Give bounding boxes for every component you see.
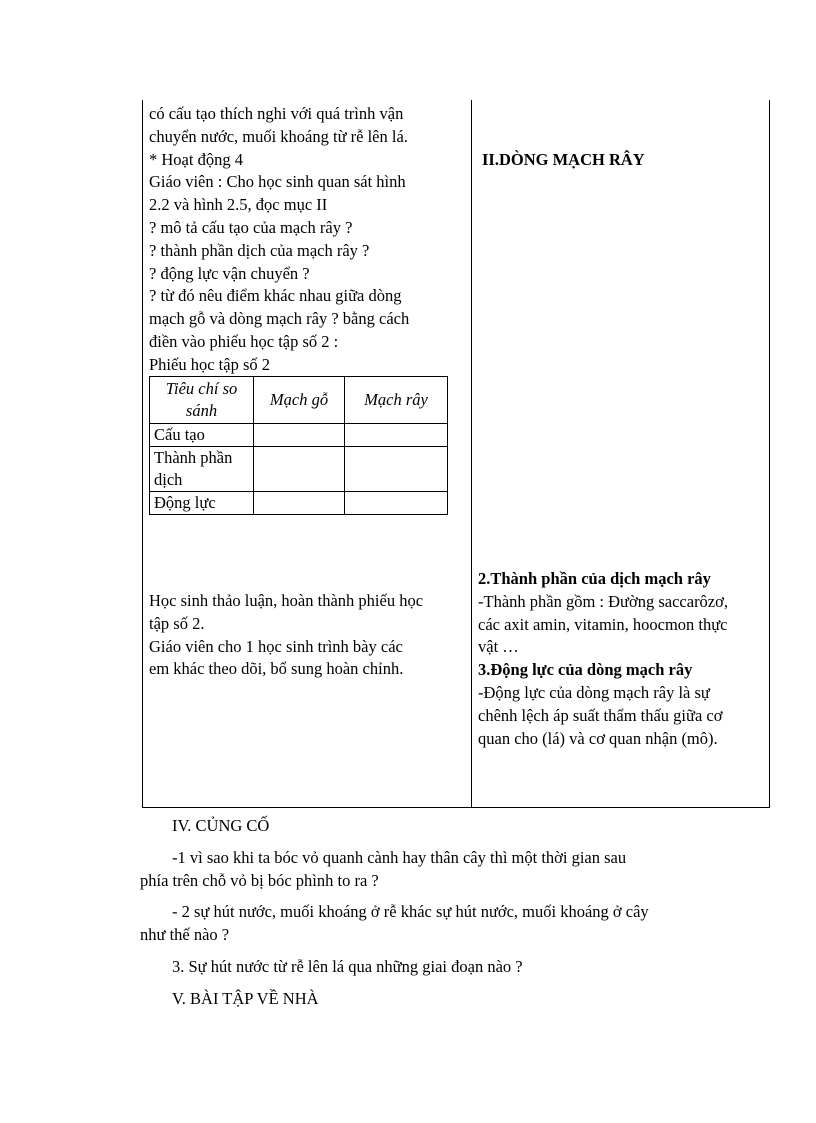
question-1-line2: phía trên chỗ vỏ bị bóc phình to ra ? xyxy=(140,870,379,890)
question-2-line1: - 2 sự hút nước, muối khoáng ở rễ khác sự hút nước, muối khoáng ở cây xyxy=(172,902,649,922)
empty-cell xyxy=(254,424,345,447)
empty-cell xyxy=(254,492,345,515)
header-xylem: Mạch gỗ xyxy=(254,377,345,424)
question-2-line2: như thế nào ? xyxy=(140,925,230,945)
activity-line: Giáo viên : Cho học sinh quan sát hình xyxy=(149,172,406,192)
subsection-3-line: chênh lệch áp suất thẩm thấu giữa cơ xyxy=(478,705,723,725)
activity-line: em khác theo dõi, bổ sung hoàn chỉnh. xyxy=(149,659,404,679)
activity-line: ? thành phần dịch của mạch rây ? xyxy=(149,240,370,260)
activity-line: mạch gỗ và dòng mạch rây ? bằng cách xyxy=(149,309,410,329)
consolidation-section xyxy=(140,815,730,1011)
question-3: 3. Sự hút nước từ rễ lên lá qua những giai đoạn nào ? xyxy=(172,956,523,976)
teacher-activity-column xyxy=(149,103,467,377)
section-5-heading: V. BÀI TẬP VỀ NHÀ xyxy=(172,988,319,1008)
row-label: Động lực xyxy=(150,492,254,515)
subsection-2-title: 2.Thành phần của dịch mạch rây xyxy=(478,569,711,588)
table-row xyxy=(150,492,448,515)
section-title: II.DÒNG MẠCH RÂY xyxy=(482,150,645,169)
worksheet-title: Phiếu học tập số 2 xyxy=(149,354,270,374)
activity-line: ? mô tả cấu tạo của mạch rây ? xyxy=(149,217,353,237)
subsection-3-line: -Động lực của dòng mạch rây là sự xyxy=(478,682,710,702)
subsection-3-title: 3.Động lực của dòng mạch rây xyxy=(478,660,693,680)
activity-line: Giáo viên cho 1 học sinh trình bày các xyxy=(149,636,403,656)
column-divider xyxy=(471,100,472,807)
subsection-3-line: quan cho (lá) và cơ quan nhận (mô). xyxy=(478,728,718,748)
activity-line: điền vào phiếu học tập số 2 : xyxy=(149,331,339,351)
activity-line: có cấu tạo thích nghi với quá trình vận xyxy=(149,104,404,123)
activity-line: ? động lực vận chuyển ? xyxy=(149,263,310,283)
header-phloem: Mạch rây xyxy=(345,377,448,424)
row-label: Thành phần dịch xyxy=(150,447,254,492)
subsection-2-line: các axit amin, vitamin, hoocmon thực xyxy=(478,614,728,634)
table-row xyxy=(150,424,448,447)
empty-cell xyxy=(345,424,448,447)
activity-line: tập số 2. xyxy=(149,613,205,633)
subsection-2-line: vật … xyxy=(478,637,519,657)
activity-line: 2.2 và hình 2.5, đọc mục II xyxy=(149,195,328,215)
row-label: Cấu tạo xyxy=(150,424,254,447)
empty-cell xyxy=(254,447,345,492)
table-row xyxy=(150,447,448,492)
content-column-lower xyxy=(478,568,768,750)
activity-line: ? từ đó nêu điểm khác nhau giữa dòng xyxy=(149,286,402,306)
empty-cell xyxy=(345,447,448,492)
worksheet-header-row xyxy=(150,377,448,424)
student-activity-block xyxy=(149,590,467,681)
activity-line: * Hoạt động 4 xyxy=(149,149,243,169)
question-1-line1: -1 vì sao khi ta bóc vỏ quanh cành hay thân cây thì một thời gian sau xyxy=(172,847,627,867)
activity-line: chuyển nước, muối khoáng từ rễ lên lá. xyxy=(149,126,408,146)
activity-line: Học sinh thảo luận, hoàn thành phiếu học xyxy=(149,591,424,610)
section-4-heading: IV. CỦNG CỐ xyxy=(172,816,270,835)
subsection-2-line: -Thành phần gồm : Đường saccarôzơ, xyxy=(478,591,728,611)
empty-cell xyxy=(345,492,448,515)
header-criteria: Tiêu chí so sánh xyxy=(150,377,254,424)
worksheet-table xyxy=(149,376,448,515)
